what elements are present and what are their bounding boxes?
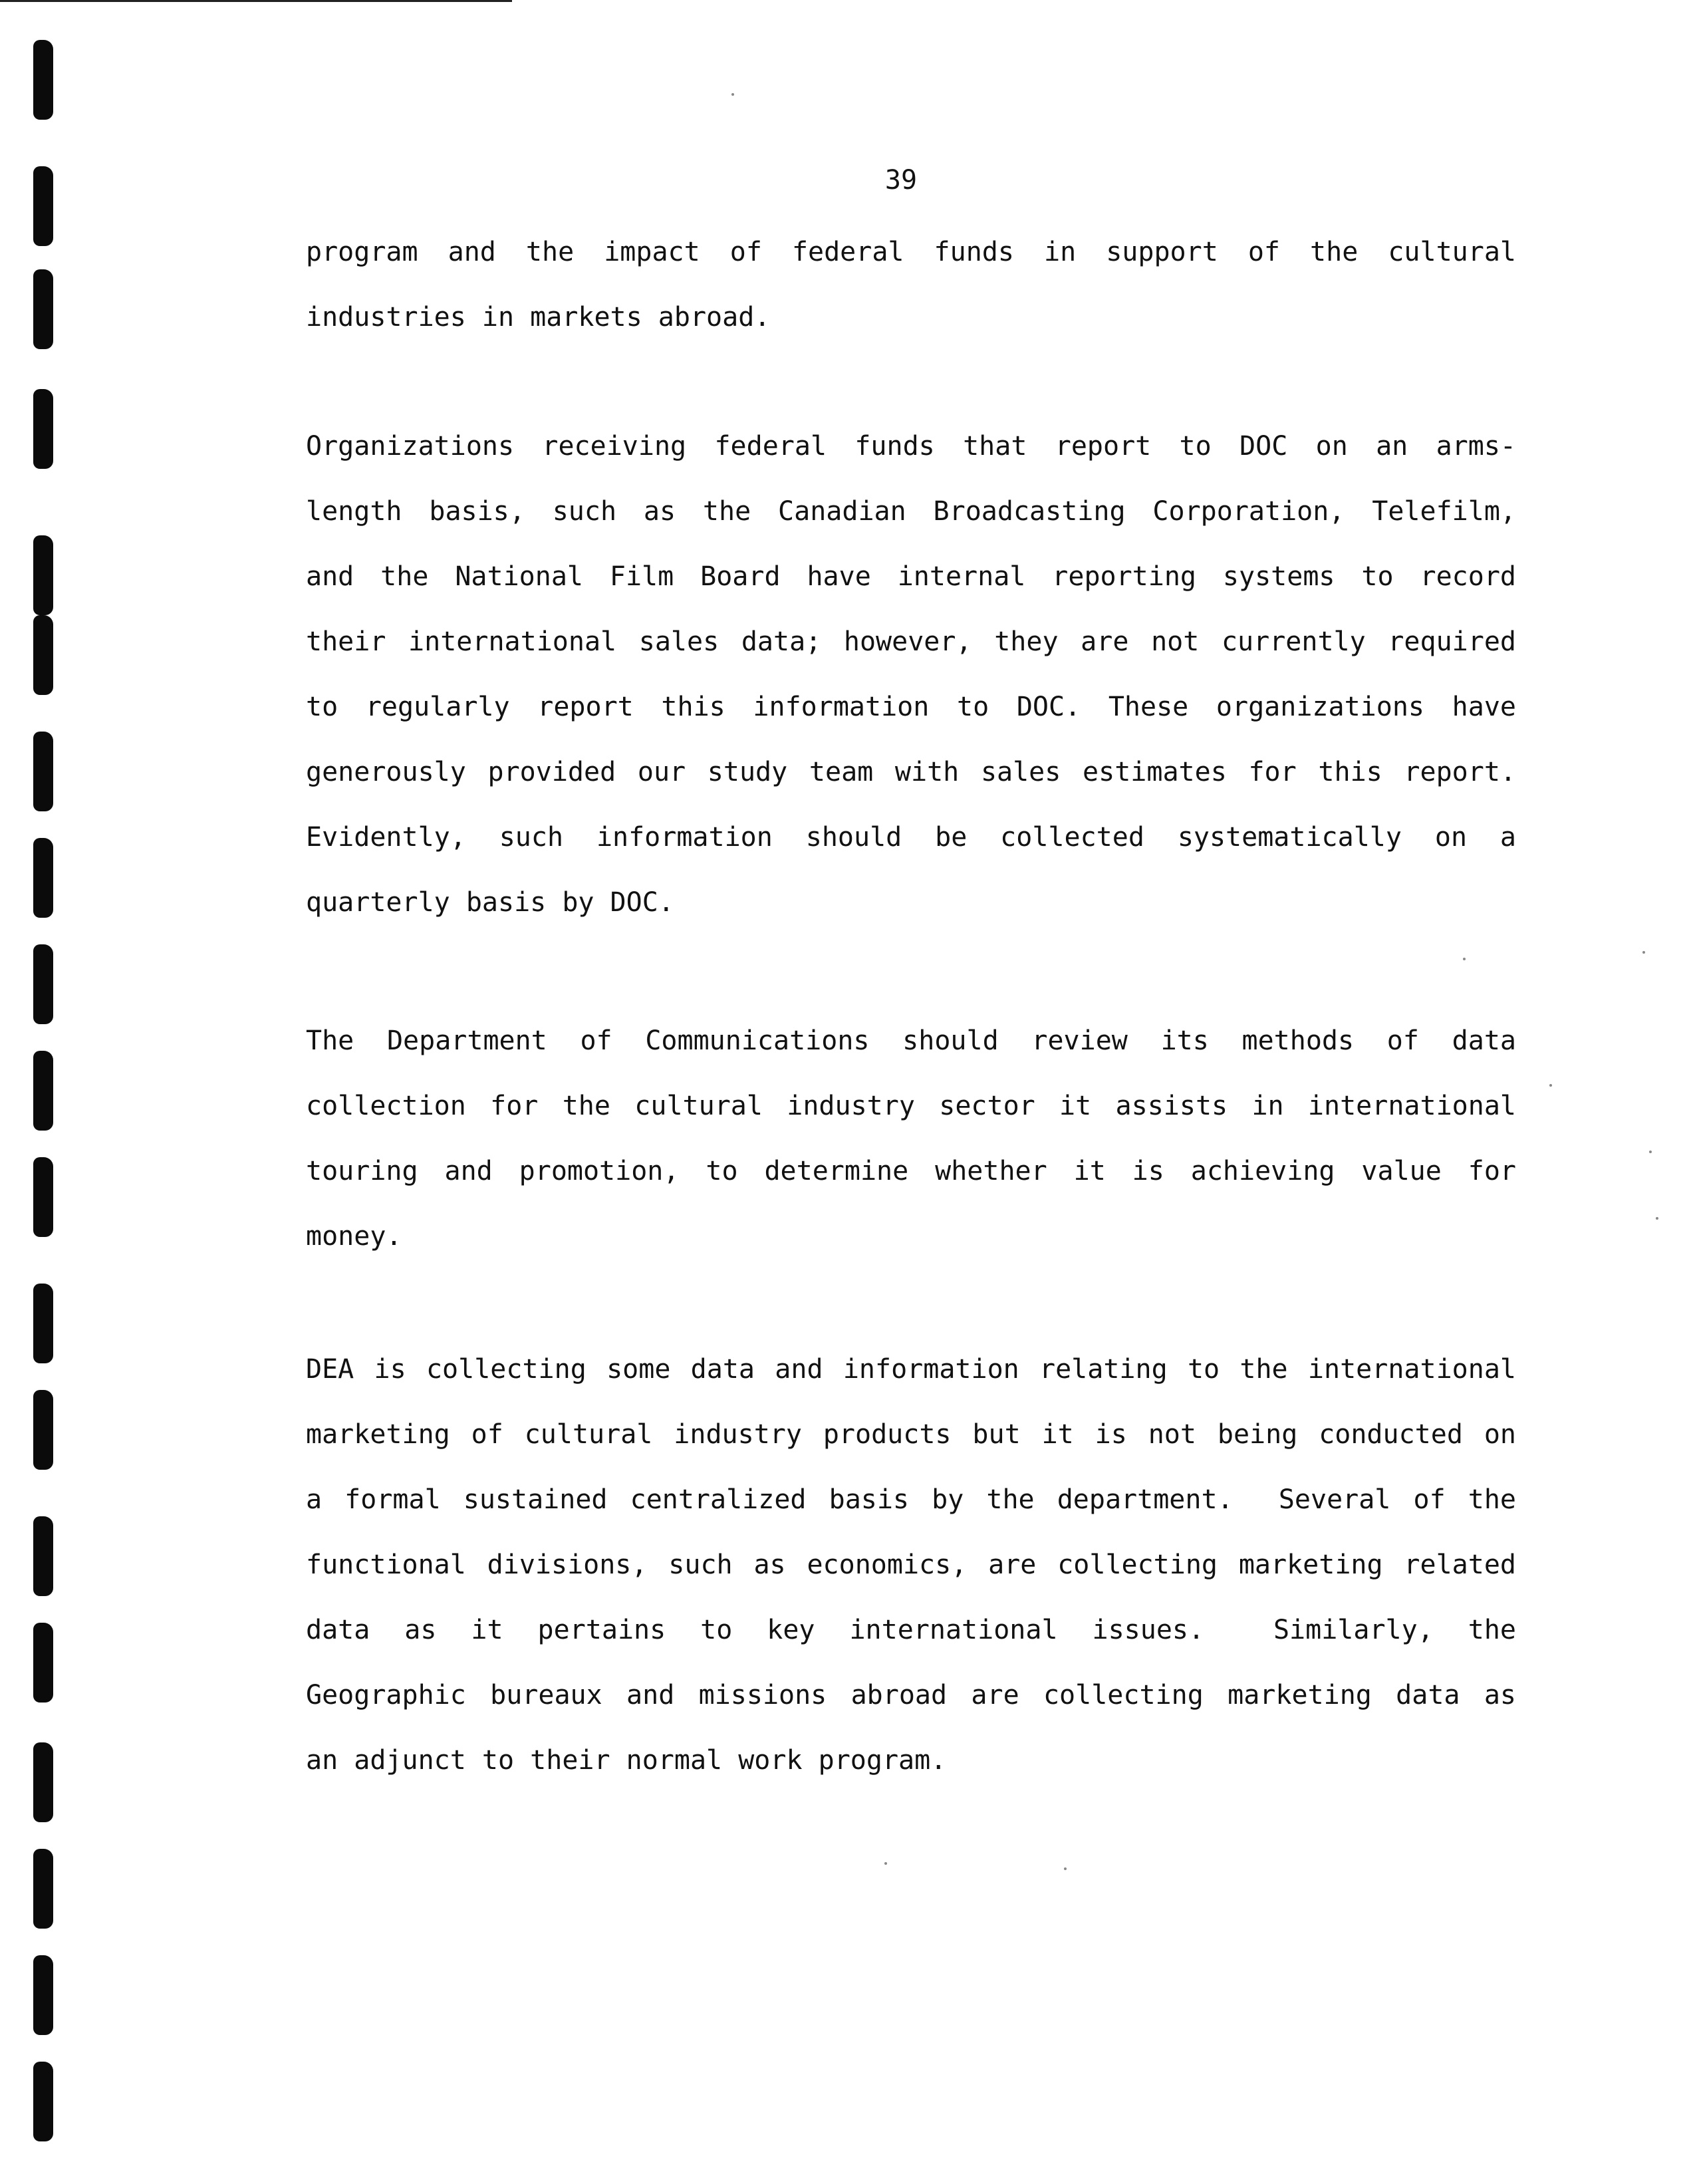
text-line: a formal sustained centralized basis by the department. Several of the <box>306 1484 1516 1515</box>
binding-hole <box>33 615 53 695</box>
paragraph-4 <box>306 1337 1516 1793</box>
text-line: DEA is collecting some data and information relating to the international <box>306 1354 1516 1385</box>
binding-hole <box>33 1051 53 1131</box>
scan-speck <box>884 1862 887 1865</box>
text-line: their international sales data; however, they are not currently required <box>306 626 1516 657</box>
text-line: and the National Film Board have internal reporting systems to record <box>306 561 1516 592</box>
text-line: an adjunct to their normal work program. <box>306 1745 947 1776</box>
scan-speck <box>1642 951 1645 954</box>
text-line: money. <box>306 1221 402 1252</box>
text-line: program and the impact of federal funds in support of the cultural <box>306 237 1516 267</box>
binding-hole <box>33 1516 53 1596</box>
binding-hole <box>33 1849 53 1929</box>
paragraph-2 <box>306 414 1516 935</box>
text-line: industries in markets abroad. <box>306 302 771 333</box>
scan-speck <box>1649 1151 1652 1153</box>
binding-hole <box>33 40 53 120</box>
binding-hole <box>33 389 53 469</box>
scan-speck <box>1064 1867 1067 1870</box>
binding-hole <box>33 2062 53 2141</box>
text-line: quarterly basis by DOC. <box>306 887 674 918</box>
paragraph-1 <box>306 219 1516 350</box>
binding-hole <box>33 1284 53 1363</box>
binding-hole <box>33 1623 53 1703</box>
scan-speck <box>1549 1084 1552 1087</box>
text-line: marketing of cultural industry products but it is not being conducted on <box>306 1419 1516 1450</box>
binding-hole <box>33 944 53 1024</box>
text-line: Evidently, such information should be collected systematically on a <box>306 822 1516 853</box>
binding-hole <box>33 166 53 246</box>
binding-hole <box>33 269 53 349</box>
binding-holes <box>23 40 69 2155</box>
binding-hole <box>33 535 53 615</box>
text-line: Organizations receiving federal funds that report to DOC on an arms- <box>306 431 1516 462</box>
text-line: The Department of Communications should review its methods of data <box>306 1025 1516 1056</box>
text-line: touring and promotion, to determine whether it is achieving value for <box>306 1156 1516 1186</box>
text-line: data as it pertains to key international issues. Similarly, the <box>306 1615 1516 1645</box>
paragraph-3 <box>306 1008 1516 1269</box>
page-number: 39 <box>884 165 918 196</box>
scan-speck <box>1463 958 1466 960</box>
binding-hole <box>33 1390 53 1470</box>
binding-hole <box>33 1157 53 1237</box>
text-line: length basis, such as the Canadian Broadcasting Corporation, Telefilm, <box>306 496 1516 527</box>
text-line: functional divisions, such as economics, are collecting marketing related <box>306 1550 1516 1580</box>
binding-hole <box>33 732 53 811</box>
text-line: generously provided our study team with sales estimates for this report. <box>306 757 1516 787</box>
scan-speck <box>731 93 734 96</box>
binding-hole <box>33 838 53 918</box>
text-line: to regularly report this information to DOC. These organizations have <box>306 692 1516 722</box>
binding-hole <box>33 1742 53 1822</box>
text-line: Geographic bureaux and missions abroad are collecting marketing data as <box>306 1680 1516 1710</box>
text-line: collection for the cultural industry sector it assists in international <box>306 1091 1516 1121</box>
binding-hole <box>33 1955 53 2035</box>
top-edge-rule <box>0 0 512 2</box>
scan-speck <box>1656 1217 1658 1220</box>
